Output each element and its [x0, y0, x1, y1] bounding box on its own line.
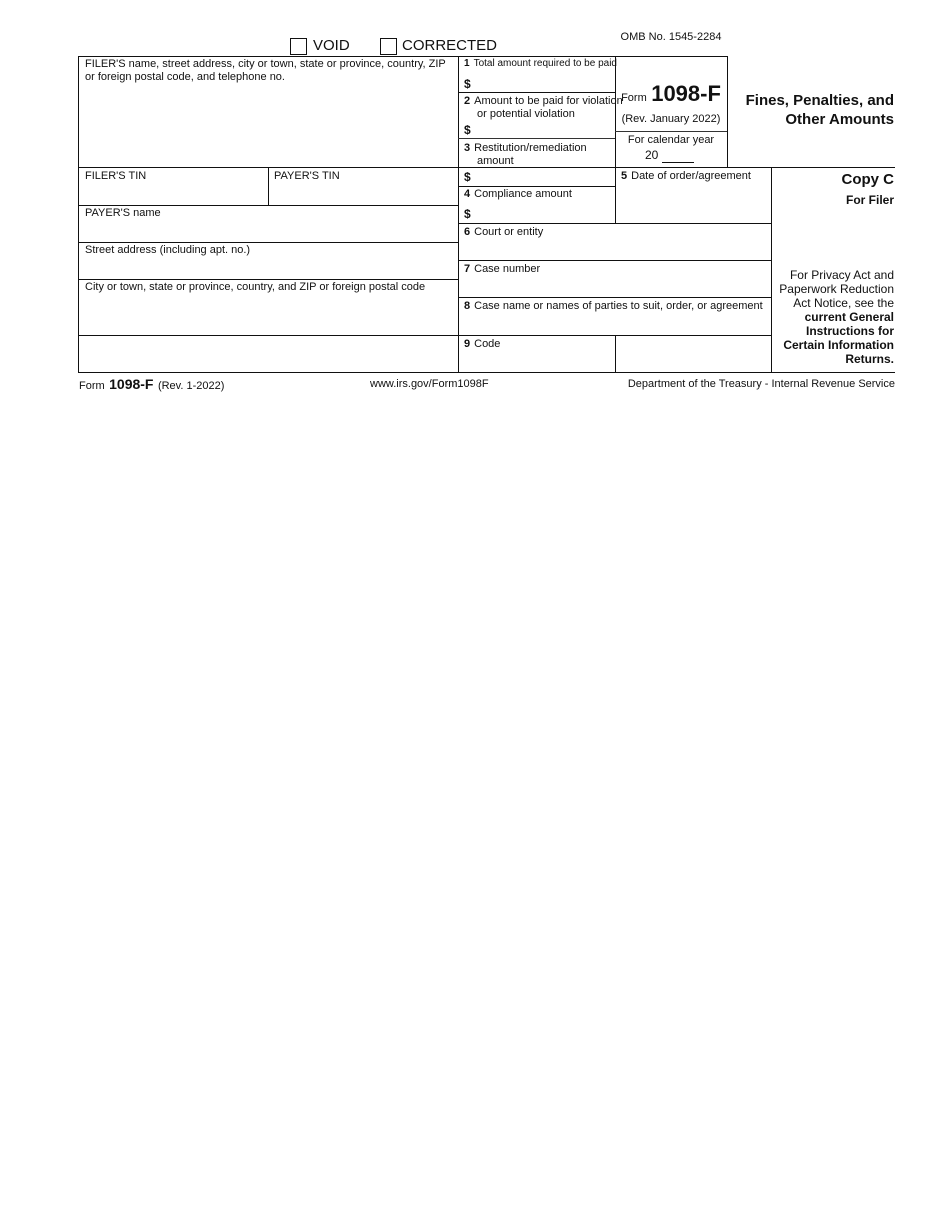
- filer-tin-label: FILER'S TIN: [85, 170, 147, 182]
- box6-label: 6 Court or entity: [464, 226, 544, 238]
- city-field[interactable]: [80, 295, 456, 334]
- form-number: 1098-F: [651, 81, 721, 106]
- filer-name-label: FILER'S name, street address, city or town, state or province, country, ZIP or foreign postal code, and telephone no.: [85, 58, 446, 83]
- form-revision: (Rev. January 2022): [621, 113, 721, 125]
- box8-case-name-field[interactable]: [460, 314, 769, 334]
- calendar-year-label: For calendar year: [627, 134, 715, 146]
- payer-tin-label: PAYER'S TIN: [274, 170, 340, 182]
- footer-form-id: Form 1098-F (Rev. 1-2022): [79, 376, 225, 392]
- box9-label: 9 Code: [464, 338, 501, 350]
- box4-amount-field[interactable]: [475, 204, 613, 222]
- box5-label: 5 Date of order/agreement: [621, 170, 751, 182]
- box9-code-field[interactable]: [460, 352, 613, 371]
- void-checkbox[interactable]: [290, 38, 307, 55]
- box5-date-field[interactable]: [617, 186, 769, 222]
- box3-label: 3 Restitution/remediation amount: [464, 142, 587, 167]
- street-address-label: Street address (including apt. no.): [85, 244, 251, 256]
- form-number-header: [615, 81, 727, 107]
- corrected-label: CORRECTED: [402, 37, 498, 54]
- footer-department: Department of the Treasury - Internal Revenue Service: [627, 378, 895, 390]
- box2-dollar-sign: $: [464, 123, 471, 137]
- footer-url: www.irs.gov/Form1098F: [370, 378, 489, 390]
- payer-name-field[interactable]: [80, 221, 456, 241]
- filer-tin-field[interactable]: [80, 184, 266, 204]
- omb-number: OMB No. 1545-2284: [620, 31, 722, 43]
- box7-label: 7 Case number: [464, 263, 541, 275]
- form-word: Form: [621, 92, 647, 104]
- privacy-notice: For Privacy Act and Paperwork Reduction Act Notice, see the current General Instructions for Certain Information Returns.: [779, 268, 894, 366]
- box8-label: 8 Case name or names of parties to suit, order, or agreement: [464, 300, 763, 312]
- box1-label: 1 Total amount required to be paid: [464, 58, 617, 69]
- box2-amount-field[interactable]: [475, 120, 613, 137]
- box9-extra-field[interactable]: [617, 337, 769, 371]
- void-label: VOID: [313, 37, 350, 54]
- form-title: Fines, Penalties, and Other Amounts: [745, 92, 894, 128]
- year-prefix: 20: [645, 148, 659, 162]
- filer-name-field[interactable]: [80, 85, 456, 165]
- box1-amount-field[interactable]: [475, 72, 613, 91]
- box2-label: 2 Amount to be paid for violation or potential violation: [464, 95, 623, 120]
- street-address-field[interactable]: [80, 258, 456, 278]
- box4-label: 4 Compliance amount: [464, 188, 572, 200]
- copy-title: Copy C: [841, 171, 894, 188]
- box3-amount-field[interactable]: [475, 168, 613, 185]
- payer-tin-field[interactable]: [270, 184, 456, 204]
- account-number-field[interactable]: [80, 337, 456, 371]
- box1-dollar-sign: $: [464, 77, 471, 91]
- calendar-year-field[interactable]: [662, 149, 694, 163]
- city-label: City or town, state or province, country, and ZIP or foreign postal code: [85, 281, 426, 293]
- box6-court-field[interactable]: [460, 240, 769, 259]
- copy-subtitle: For Filer: [845, 193, 894, 207]
- payer-name-label: PAYER'S name: [85, 207, 161, 219]
- box4-dollar-sign: $: [464, 207, 471, 221]
- box3-dollar-sign: $: [464, 170, 471, 184]
- corrected-checkbox[interactable]: [380, 38, 397, 55]
- box7-case-number-field[interactable]: [460, 277, 769, 296]
